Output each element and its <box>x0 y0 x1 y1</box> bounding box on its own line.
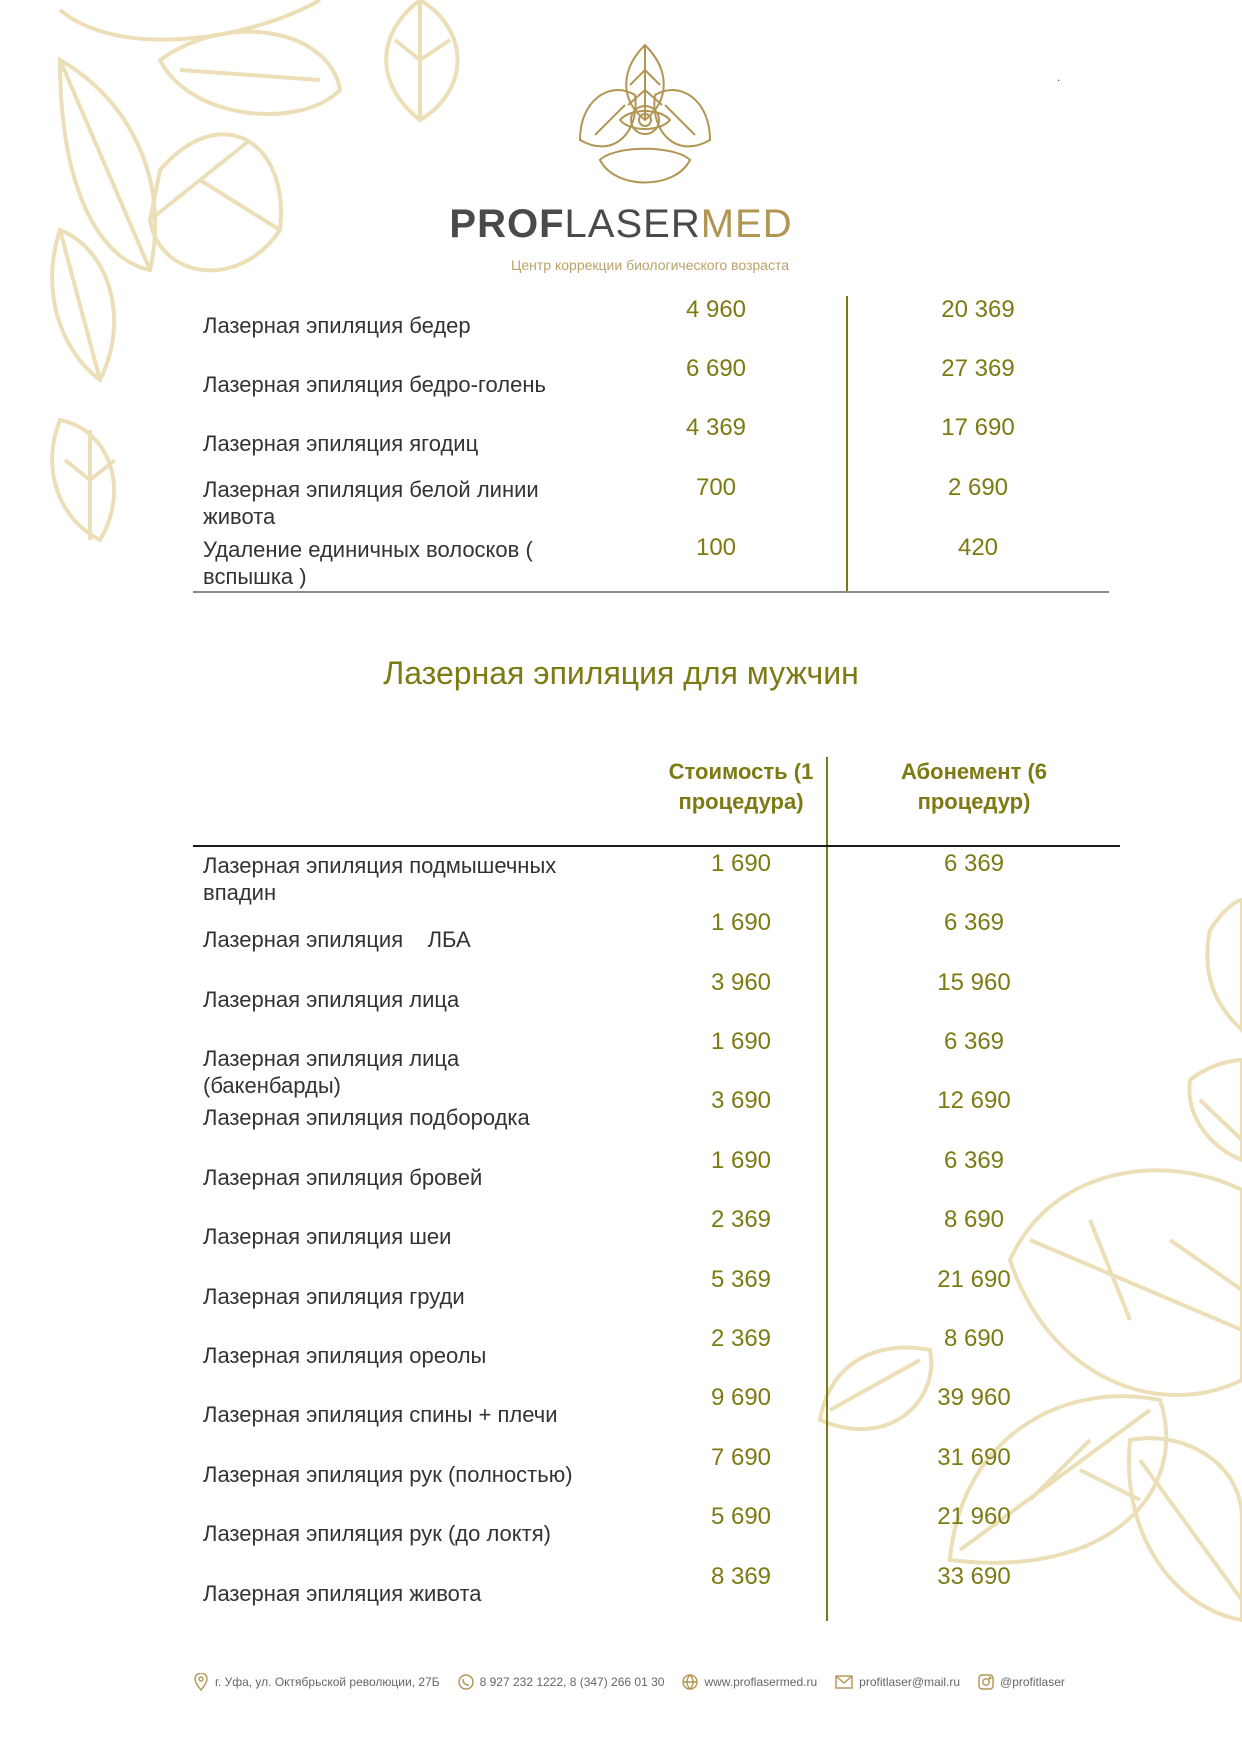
service-price: 700 <box>695 474 737 501</box>
service-price: 5 369 <box>710 1266 772 1293</box>
globe-icon <box>682 1674 698 1690</box>
instagram-icon <box>978 1674 994 1690</box>
service-subscription: 6 369 <box>943 1147 1005 1174</box>
service-price: 1 690 <box>710 909 772 936</box>
service-subscription: 39 960 <box>937 1384 1011 1411</box>
brand-tagline: Центр коррекции биологического возраста <box>511 257 789 273</box>
service-name: Лазерная эпиляция бедер <box>203 313 471 338</box>
service-name: Лазерная эпиляция лица <box>203 987 460 1012</box>
email-link[interactable]: profitlaser@mail.ru <box>859 1675 961 1689</box>
mail-icon <box>835 1675 853 1689</box>
column-header-subscription: Абонемент (6 процедур) <box>900 759 1048 814</box>
logo-emblem <box>560 40 730 190</box>
service-name: Лазерная эпиляция рук (полностью) <box>203 1462 573 1487</box>
service-name: Лазерная эпиляция бедро-голень <box>203 372 546 397</box>
table2-divider <box>826 757 828 1621</box>
corner-mark: . <box>1057 70 1061 84</box>
service-name: Лазерная эпиляция белой линии живота <box>203 477 539 529</box>
brand-wordmark <box>0 202 1242 247</box>
footer-website[interactable] <box>682 1674 817 1690</box>
service-price: 1 690 <box>710 1028 772 1055</box>
service-name: Лазерная эпиляция подмышечных впадин <box>203 853 557 905</box>
service-subscription: 6 369 <box>943 909 1005 936</box>
service-subscription: 15 960 <box>937 969 1011 996</box>
footer-phones[interactable] <box>458 1674 665 1690</box>
service-subscription: 21 960 <box>937 1503 1011 1530</box>
service-price: 1 690 <box>710 850 772 877</box>
service-price: 100 <box>695 534 737 561</box>
service-price: 4 369 <box>685 414 747 441</box>
service-price: 7 690 <box>710 1444 772 1471</box>
service-price: 2 369 <box>710 1325 772 1352</box>
service-name: Удаление единичных волосков ( вспышка ) <box>203 537 533 589</box>
service-subscription: 20 369 <box>941 296 1015 323</box>
service-name: Лазерная эпиляция спины + плечи <box>203 1402 558 1427</box>
service-price: 6 690 <box>685 355 747 382</box>
footer-instagram[interactable] <box>978 1674 1065 1690</box>
footer-email[interactable] <box>835 1675 960 1689</box>
service-subscription: 31 690 <box>937 1444 1011 1471</box>
table1-bottom-rule <box>193 591 1109 593</box>
service-name: Лазерная эпиляция бровей <box>203 1165 483 1190</box>
leaf-cluster-top-left <box>52 0 457 540</box>
footer-contacts <box>193 1667 1133 1697</box>
location-icon <box>193 1673 209 1691</box>
address-text: г. Уфа, ул. Октябрьской революции, 27Б <box>215 1675 440 1689</box>
service-price: 8 369 <box>710 1563 772 1590</box>
phone-icon <box>458 1674 474 1690</box>
service-name: Лазерная эпиляция груди <box>203 1284 465 1309</box>
service-subscription: 6 369 <box>943 850 1005 877</box>
service-subscription: 8 690 <box>943 1206 1005 1233</box>
service-price: 3 690 <box>710 1087 772 1114</box>
service-name: Лазерная эпиляция ягодиц <box>203 431 479 456</box>
service-price: 4 960 <box>685 296 747 323</box>
table2-header-rule <box>193 845 1120 847</box>
service-subscription: 17 690 <box>941 414 1015 441</box>
service-subscription: 21 690 <box>937 1266 1011 1293</box>
footer-address <box>193 1673 440 1691</box>
table1-divider <box>846 296 848 592</box>
service-name: Лазерная эпиляция подбородка <box>203 1105 530 1130</box>
service-subscription: 2 690 <box>947 474 1009 501</box>
service-subscription: 420 <box>957 534 999 561</box>
service-name: Лазерная эпиляция живота <box>203 1581 482 1606</box>
service-subscription: 6 369 <box>943 1028 1005 1055</box>
column-header-price: Стоимость (1 процедура) <box>668 759 814 814</box>
service-price: 3 960 <box>710 969 772 996</box>
service-price: 5 690 <box>710 1503 772 1530</box>
service-subscription: 8 690 <box>943 1325 1005 1352</box>
service-name: Лазерная эпиляция ЛБА <box>203 927 471 952</box>
service-name: Лазерная эпиляция рук (до локтя) <box>203 1521 551 1546</box>
website-link[interactable]: www.proflasermed.ru <box>704 1675 818 1689</box>
section-title: Лазерная эпиляция для мужчин <box>383 655 859 691</box>
brand-med: MED <box>700 202 793 246</box>
service-price: 9 690 <box>710 1384 772 1411</box>
service-price: 1 690 <box>710 1147 772 1174</box>
service-subscription: 12 690 <box>937 1087 1011 1114</box>
instagram-link[interactable]: @profitlaser <box>1000 1675 1065 1689</box>
brand-laser: LASER <box>564 202 701 246</box>
phones-text: 8 927 232 1222, 8 (347) 266 01 30 <box>479 1675 665 1689</box>
service-name: Лазерная эпиляция шеи <box>203 1224 452 1249</box>
service-name: Лазерная эпиляция ореолы <box>203 1343 487 1368</box>
service-subscription: 33 690 <box>937 1563 1011 1590</box>
service-subscription: 27 369 <box>941 355 1015 382</box>
brand-prof: PROF <box>449 202 565 246</box>
service-price: 2 369 <box>710 1206 772 1233</box>
service-name: Лазерная эпиляция лица (бакенбарды) <box>203 1046 460 1098</box>
